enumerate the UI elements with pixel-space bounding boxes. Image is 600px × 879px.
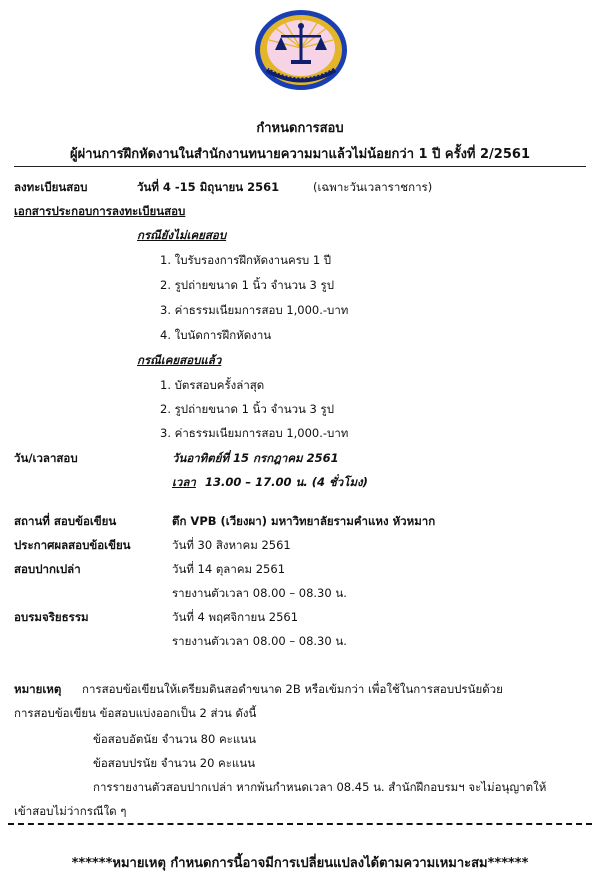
registration-label: ลงทะเบียนสอบ xyxy=(14,180,88,194)
remarks-line: การสอบข้อเขียนให้เตรียมดินสอดำขนาด 2B หรือเข้มกว่า เพื่อใช้ในการสอบปรนัยด้วย xyxy=(82,682,503,696)
exam-time-label: เวลา xyxy=(172,475,196,489)
case-new-item: 2. รูปถ่ายขนาด 1 นิ้ว จำนวน 3 รูป xyxy=(160,278,334,292)
oral-date: วันที่ 14 ตุลาคม 2561 xyxy=(172,562,286,576)
ethics-label: อบรมจริยธรรม xyxy=(14,610,89,624)
exam-time: 13.00 – 17.00 น. (4 ชั่วโมง) xyxy=(205,475,368,489)
page-subtitle: ผู้ผ่านการฝึกหัดงานในสำนักงานทนายความมาแล้วไม่น้อยกว่า 1 ปี ครั้งที่ 2/2561 xyxy=(70,147,530,162)
page-title: กำหนดการสอบ xyxy=(256,121,344,136)
remarks-line: เข้าสอบไม่ว่ากรณีใด ๆ xyxy=(14,804,127,818)
documents-heading: เอกสารประกอบการลงทะเบียนสอบ xyxy=(14,204,186,218)
announce-label: ประกาศผลสอบข้อเขียน xyxy=(14,538,131,552)
ethics-date: วันที่ 4 พฤศจิกายน 2561 xyxy=(172,610,299,624)
announce-value: วันที่ 30 สิงหาคม 2561 xyxy=(172,538,291,552)
registration-note: (เฉพาะวันเวลาราชการ) xyxy=(313,180,433,194)
venue-label: สถานที่ สอบข้อเขียน xyxy=(14,514,117,528)
oral-label: สอบปากเปล่า xyxy=(14,562,81,576)
footer-note: ******หมายเหตุ กำหนดการนี้อาจมีการเปลี่ยนแปลงได้ตามความเหมาะสม****** xyxy=(71,856,529,871)
remarks-line: การสอบข้อเขียน ข้อสอบแบ่งออกเป็น 2 ส่วน ดังนี้ xyxy=(14,706,257,720)
remarks-objective-score: ข้อสอบปรนัย จำนวน 20 คะแนน xyxy=(93,756,256,770)
case-new-item: 1. ใบรับรองการฝึกหัดงานครบ 1 ปี xyxy=(160,253,332,267)
remarks-label: หมายเหตุ xyxy=(14,682,62,696)
title-divider xyxy=(14,166,586,167)
case-new-item: 4. ใบนัดการฝึกหัดงาน xyxy=(160,328,272,342)
venue-value: ตึก VPB (เวียงผา) มหาวิทยาลัยรามคำแหง หัวหมาก xyxy=(172,514,436,528)
case-repeat-heading: กรณีเคยสอบแล้ว xyxy=(137,353,222,367)
oral-report-time: รายงานตัวเวลา 08.00 – 08.30 น. xyxy=(172,586,347,600)
registration-date: วันที่ 4 -15 มิถุนายน 2561 xyxy=(137,180,280,194)
remarks-line: การรายงานตัวสอบปากเปล่า หากพ้นกำหนดเวลา 08.45 น. สำนักฝึกอบรมฯ จะไม่อนุญาตให้ xyxy=(93,780,547,794)
case-repeat-item: 2. รูปถ่ายขนาด 1 นิ้ว จำนวน 3 รูป xyxy=(160,402,334,416)
exam-date: วันอาทิตย์ที่ 15 กรกฎาคม 2561 xyxy=(172,451,339,465)
remarks-essay-score: ข้อสอบอัตนัย จำนวน 80 คะแนน xyxy=(93,732,256,746)
case-new-item: 3. ค่าธรรมเนียมการสอบ 1,000.-บาท xyxy=(160,303,349,317)
case-repeat-item: 1. บัตรสอบครั้งล่าสุด xyxy=(160,378,265,392)
dashed-divider xyxy=(8,823,592,825)
case-repeat-item: 3. ค่าธรรมเนียมการสอบ 1,000.-บาท xyxy=(160,426,349,440)
case-new-heading: กรณียังไม่เคยสอบ xyxy=(137,228,227,242)
ethics-report-time: รายงานตัวเวลา 08.00 – 08.30 น. xyxy=(172,634,347,648)
exam-label: วัน/เวลาสอบ xyxy=(14,451,78,465)
council-emblem-icon xyxy=(253,8,349,92)
